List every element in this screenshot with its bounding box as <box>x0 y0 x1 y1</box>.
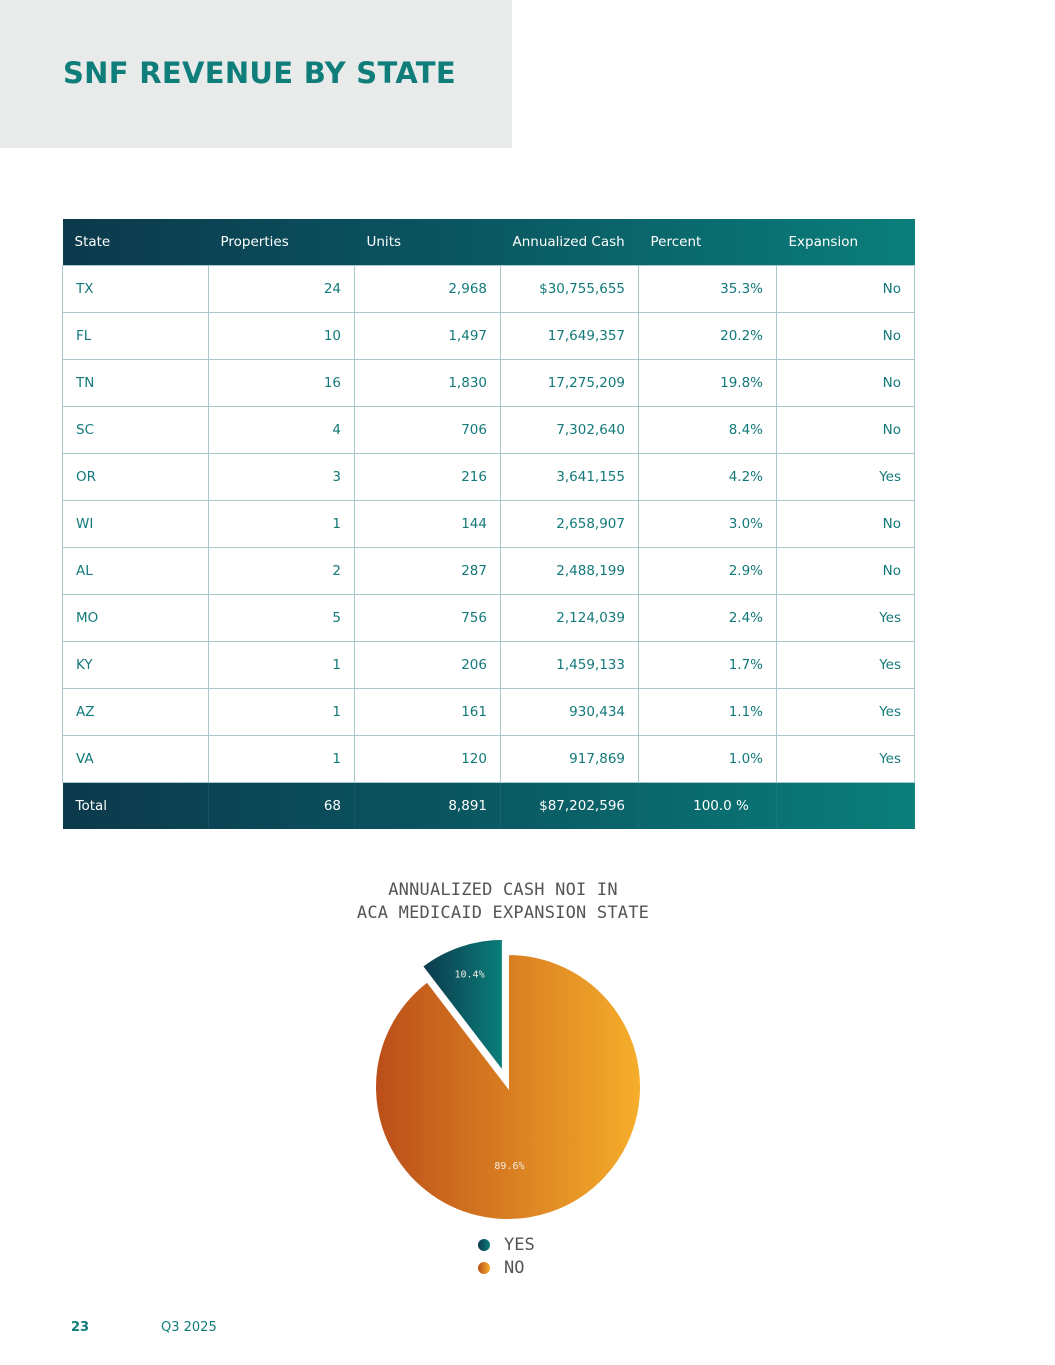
table-cell: TX <box>63 266 209 313</box>
table-cell: 17,275,209 <box>501 360 639 407</box>
pie-slice-no <box>375 954 641 1220</box>
chart-title-line-2: ACA MEDICAID EXPANSION STATE <box>356 903 650 923</box>
header-row <box>63 219 915 266</box>
table-cell: 35.3% <box>639 266 777 313</box>
total-row <box>63 783 915 830</box>
table-cell: No <box>777 407 915 454</box>
expansion-pie-chart <box>340 930 680 1230</box>
table-cell: 4 <box>209 407 355 454</box>
table-row <box>63 642 915 689</box>
table-cell: 2.9% <box>639 548 777 595</box>
table-cell: 1 <box>209 642 355 689</box>
table-row <box>63 595 915 642</box>
table-cell: 3.0% <box>639 501 777 548</box>
total-cell: Total <box>63 783 209 830</box>
table-cell: 24 <box>209 266 355 313</box>
table-cell: 2.4% <box>639 595 777 642</box>
table-cell: 10 <box>209 313 355 360</box>
legend-swatch <box>478 1239 490 1251</box>
chart-title-line-1: ANNUALIZED CASH NOI IN <box>388 880 618 900</box>
table-cell: 706 <box>355 407 501 454</box>
table-row <box>63 454 915 501</box>
table-header <box>63 219 915 266</box>
table-body <box>63 266 915 783</box>
table-cell: 16 <box>209 360 355 407</box>
table-cell: 1.7% <box>639 642 777 689</box>
column-header: Percent <box>650 234 702 250</box>
table-cell: 17,649,357 <box>501 313 639 360</box>
table-cell: 287 <box>355 548 501 595</box>
legend-label: YES <box>504 1234 535 1255</box>
legend-item <box>478 1256 535 1279</box>
legend-item <box>478 1233 535 1256</box>
pie-slice-label: 10.4% <box>454 969 485 981</box>
table-cell: 1,830 <box>355 360 501 407</box>
table-cell: Yes <box>777 595 915 642</box>
table-cell: TN <box>63 360 209 407</box>
legend-swatch <box>478 1262 490 1274</box>
table-cell: 144 <box>355 501 501 548</box>
table-cell: WI <box>63 501 209 548</box>
table-cell: 2,658,907 <box>501 501 639 548</box>
table-cell: 3,641,155 <box>501 454 639 501</box>
table-cell: 20.2% <box>639 313 777 360</box>
table-cell: AZ <box>63 689 209 736</box>
table-cell: 917,869 <box>501 736 639 783</box>
page-title: SNF REVENUE BY STATE <box>63 56 456 90</box>
total-cell: 68 <box>209 783 355 830</box>
total-cell: 8,891 <box>355 783 501 830</box>
table-cell: KY <box>63 642 209 689</box>
table-cell: 216 <box>355 454 501 501</box>
table-cell: 756 <box>355 595 501 642</box>
table-cell: 2 <box>209 548 355 595</box>
table-cell: MO <box>63 595 209 642</box>
table-row <box>63 501 915 548</box>
table-cell: 206 <box>355 642 501 689</box>
table-cell: Yes <box>777 454 915 501</box>
report-period: Q3 2025 <box>161 1320 217 1335</box>
table-footer <box>63 783 915 830</box>
table-cell: SC <box>63 407 209 454</box>
table-cell: $30,755,655 <box>501 266 639 313</box>
table-cell: 4.2% <box>639 454 777 501</box>
table-cell: No <box>777 501 915 548</box>
table-cell: 1,459,133 <box>501 642 639 689</box>
table-cell: 1 <box>209 736 355 783</box>
table-row <box>63 689 915 736</box>
table-cell: VA <box>63 736 209 783</box>
table-cell: No <box>777 266 915 313</box>
state-revenue-table <box>62 219 915 829</box>
table-cell: 3 <box>209 454 355 501</box>
table-cell: 7,302,640 <box>501 407 639 454</box>
table-cell: 19.8% <box>639 360 777 407</box>
column-header: State <box>74 234 111 250</box>
table-cell: 161 <box>355 689 501 736</box>
table-cell: No <box>777 313 915 360</box>
table-cell: 2,488,199 <box>501 548 639 595</box>
page-number: 23 <box>71 1320 90 1335</box>
chart-legend <box>478 1233 535 1279</box>
table-cell: Yes <box>777 736 915 783</box>
table-cell: No <box>777 548 915 595</box>
table-row <box>63 407 915 454</box>
total-cell <box>777 783 915 830</box>
table-cell: 8.4% <box>639 407 777 454</box>
table-cell: 120 <box>355 736 501 783</box>
column-header: Properties <box>220 234 289 250</box>
table-cell: 1,497 <box>355 313 501 360</box>
column-header: Annualized Cash <box>512 234 625 250</box>
table-row <box>63 736 915 783</box>
total-cell: 100.0 % <box>639 783 777 830</box>
table-cell: 930,434 <box>501 689 639 736</box>
column-header: Expansion <box>788 234 859 250</box>
table-cell: 1.1% <box>639 689 777 736</box>
table-cell: 2,124,039 <box>501 595 639 642</box>
table-cell: 5 <box>209 595 355 642</box>
table-row <box>63 313 915 360</box>
table-cell: 1.0% <box>639 736 777 783</box>
column-header: Units <box>366 234 402 250</box>
table-cell: OR <box>63 454 209 501</box>
table-row <box>63 548 915 595</box>
table-cell: 1 <box>209 689 355 736</box>
total-cell: $87,202,596 <box>501 783 639 830</box>
table-cell: Yes <box>777 642 915 689</box>
pie-slice-label: 89.6% <box>494 1161 525 1173</box>
table-row <box>63 360 915 407</box>
table-row <box>63 266 915 313</box>
table-cell: Yes <box>777 689 915 736</box>
table-cell: FL <box>63 313 209 360</box>
table-cell: 2,968 <box>355 266 501 313</box>
legend-label: NO <box>504 1257 525 1278</box>
table-cell: No <box>777 360 915 407</box>
table-cell: 1 <box>209 501 355 548</box>
table-cell: AL <box>63 548 209 595</box>
